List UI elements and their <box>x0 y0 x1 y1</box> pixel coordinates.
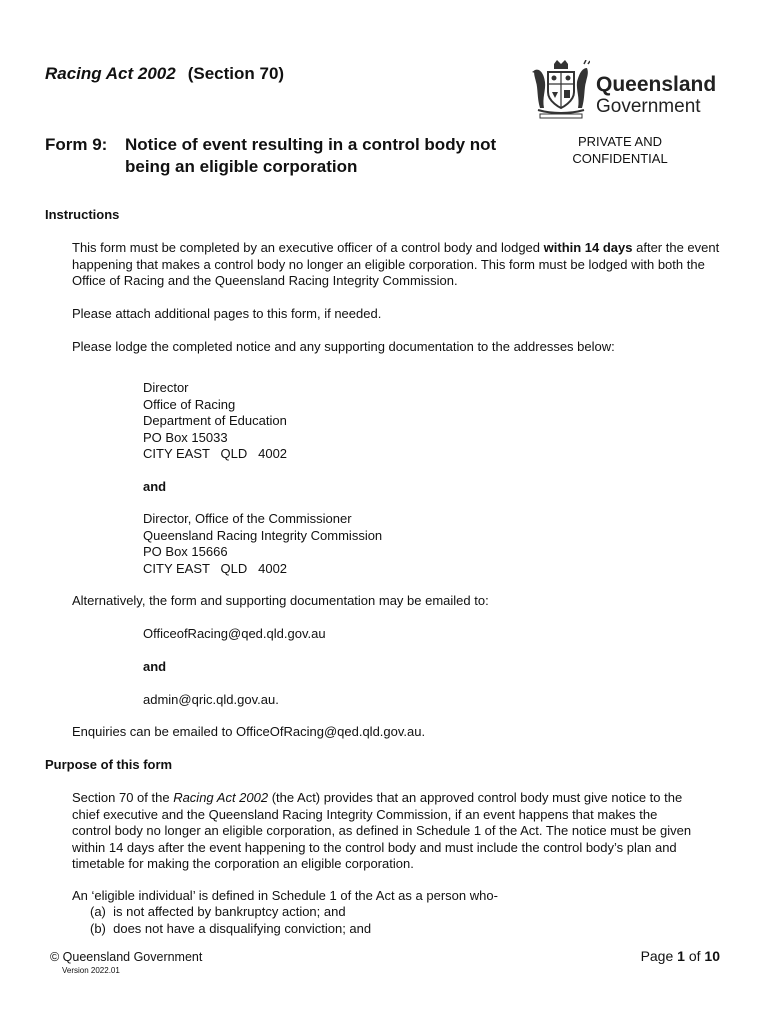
act-title <box>45 64 284 84</box>
act-name: Racing Act 2002 <box>45 64 176 83</box>
eligibility-list <box>90 904 371 937</box>
act-section: (Section 70) <box>187 64 285 83</box>
logo-text <box>596 74 716 118</box>
address-line: PO Box 15666 <box>143 544 228 559</box>
page-label: Page <box>640 948 674 964</box>
logo-line-queensland: Queensland <box>596 73 717 96</box>
address-line: CITY EAST QLD 4002 <box>143 446 288 461</box>
address-office-of-racing <box>143 380 287 463</box>
coat-of-arms-icon <box>532 60 590 120</box>
page-of-label: of <box>688 948 701 964</box>
instructions-heading: Instructions <box>45 207 120 222</box>
private-confidential-label <box>560 133 680 167</box>
address-line: Office of Racing <box>143 396 236 412</box>
footer-copyright: © Queensland Government <box>50 950 203 964</box>
form-title-text: Notice of event resulting in a control body not being an eligible corporation <box>125 135 497 176</box>
email-office-of-racing[interactable]: OfficeofRacing@qed.qld.gov.au <box>143 626 326 641</box>
instructions-p1-after: after the event happening that makes a control body no longer an eligible corporation. This form must be lodged with both the Office of Racing and the Queensland Racing Integrity Commission. <box>72 240 720 288</box>
address-qric <box>143 511 382 577</box>
address-line: Director, Office of the Commissioner <box>143 511 352 526</box>
confidential-line: CONFIDENTIAL <box>572 151 668 166</box>
and-separator: and <box>143 479 167 494</box>
list-item: (b) does not have a disqualifying conviction; and <box>90 920 372 936</box>
email-qric[interactable]: admin@qric.qld.gov.au. <box>143 692 279 707</box>
page-total: 10 <box>704 948 720 964</box>
form-number: Form 9: <box>45 135 108 154</box>
logo-line-government: Government <box>596 96 701 117</box>
page-current: 1 <box>677 948 685 964</box>
address-line: PO Box 15033 <box>143 429 228 445</box>
purpose-p1-before: Section 70 of the <box>72 790 174 805</box>
and-separator: and <box>143 659 167 674</box>
eligible-individual-definition: An ‘eligible individual’ is defined in Schedule 1 of the Act as a person who- <box>72 888 498 903</box>
instructions-paragraph-3: Please lodge the completed notice and any supporting documentation to the addresses below: <box>72 339 615 354</box>
enquiries-text: Enquiries can be emailed to OfficeOfRacing@qed.qld.gov.au. <box>72 724 426 739</box>
address-line: Department of Education <box>143 413 287 428</box>
address-line: CITY EAST QLD 4002 <box>143 560 288 576</box>
alternative-email-text: Alternatively, the form and supporting documentation may be emailed to: <box>72 593 489 608</box>
purpose-p1-italic: Racing Act 2002 <box>173 790 269 805</box>
instructions-p1-before: This form must be completed by an executive officer of a control body and lodged <box>72 240 544 255</box>
private-line: PRIVATE AND <box>577 134 663 149</box>
instructions-paragraph-1 <box>72 240 732 290</box>
purpose-heading: Purpose of this form <box>45 757 173 772</box>
address-line: Queensland Racing Integrity Commission <box>143 527 383 543</box>
footer-version: Version 2022.01 <box>62 966 120 975</box>
queensland-government-logo <box>532 60 717 122</box>
address-line: Director <box>143 380 189 395</box>
instructions-p1-bold: within 14 days <box>543 240 633 255</box>
purpose-paragraph-1 <box>72 790 692 873</box>
instructions-paragraph-2: Please attach additional pages to this form, if needed. <box>72 306 382 321</box>
purpose-p1-after: (the Act) provides that an approved control body must give notice to the chief executive and the Queensland Racing Integrity Commission, if an event happens that makes the control body no longer an eligible corporation, as defined in Schedule 1 of the Act. The notice must be given within 14 days after the event happening to the control body and must include the control body’s plan and timetable for making the corporation an eligible corporation. <box>72 790 692 871</box>
page-number <box>560 948 720 964</box>
list-item: (a) is not affected by bankruptcy action; and <box>90 904 346 919</box>
